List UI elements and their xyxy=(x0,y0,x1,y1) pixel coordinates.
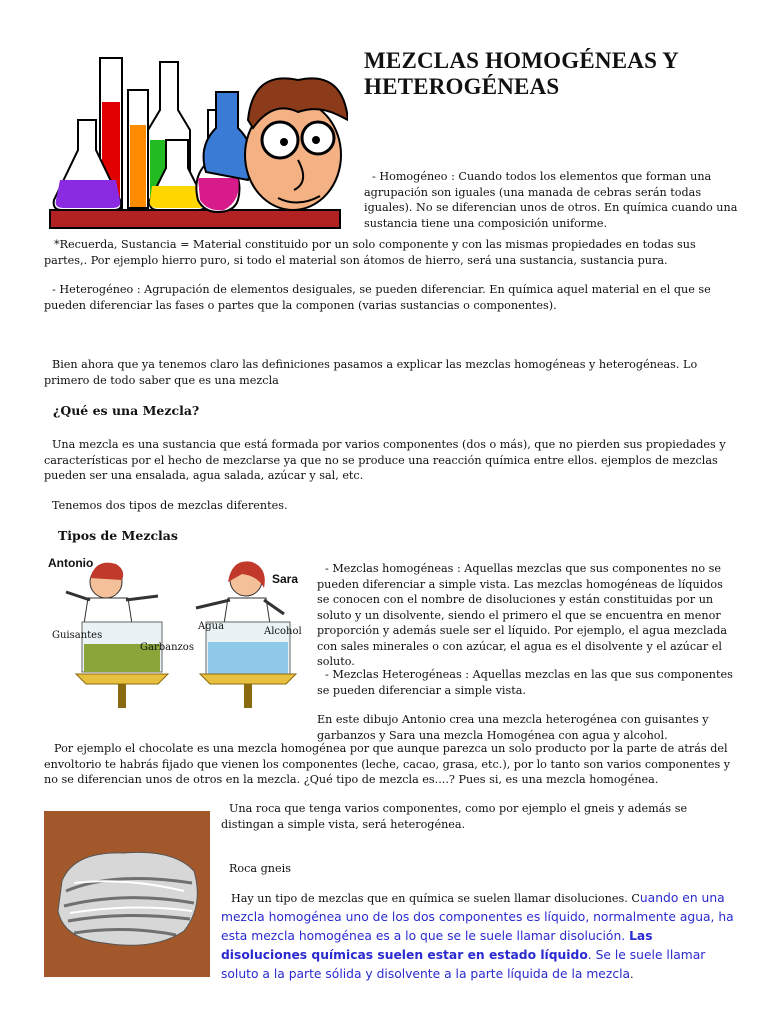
gneiss-rock-photo xyxy=(44,811,210,977)
chocolate-paragraph: Por ejemplo el chocolate es una mezcla homogénea por que aunque parezca un solo producto por la parte de atrás del envoltorio te habrás fijado que vienen los componentes (leche, cacao, grasa, etc.), por lo tanto son varios componentes y no se diferencian unos de otros en la mezcla. ¿Qué tipo de mezcla es....? Pues si, es una mezcla homogénea. xyxy=(44,742,731,786)
label-antonio: Antonio xyxy=(48,556,94,570)
disol-lead: Hay un tipo de mezclas que en química se suelen llamar disoluciones. C xyxy=(231,892,640,905)
chemistry-illustration xyxy=(48,50,348,232)
recuerda-note: *Recuerda, Sustancia = Material constituido por un solo componente y con las mismas propiedades en todas sus partes,. Por ejemplo hierro puro, si todo el material son átomos de hierro, será una sustancia, sustancia pura. xyxy=(44,238,696,267)
label-guisantes: Guisantes xyxy=(52,630,103,641)
roca-text: Una roca que tenga varios componentes, como por ejemplo el gneis y además se distingan a simple vista, será heterogénea. xyxy=(221,802,688,831)
mezclas-heterogeneas-text: - Mezclas Heterogéneas : Aquellas mezclas en las que sus componentes se pueden diferenciar a simple vista. xyxy=(317,668,733,697)
dos-tipos-text: Tenemos dos tipos de mezclas diferentes. xyxy=(52,499,288,512)
label-agua: Agua xyxy=(198,621,225,632)
page-title: MEZCLAS HOMOGÉNEAS Y HETEROGÉNEAS xyxy=(364,48,679,99)
roca-caption: Roca gneis xyxy=(229,862,291,875)
label-sara: Sara xyxy=(272,572,299,586)
intro-paragraph: Bien ahora que ya tenemos claro las definiciones pasamos a explicar las mezclas homogéneas y heterogéneas. Lo primero de todo saber que es una mezcla xyxy=(44,358,698,387)
que-es-heading: ¿Qué es una Mezcla? xyxy=(53,403,200,418)
tipos-heading: Tipos de Mezclas xyxy=(58,528,178,543)
disol-blue-2: . Se le suele llamar soluto a la parte sólida y disolvente a la parte líquida de la mezcla xyxy=(221,948,706,981)
disol-bold: Las disoluciones químicas suelen estar en estado líquido xyxy=(221,929,653,962)
label-garbanzos: Garbanzos xyxy=(140,642,194,653)
homogeneo-definition: - Homogéneo : Cuando todos los elementos que forman una agrupación son iguales (una manada de cebras serán todas iguales). No se diferencian unos de otros. En química cuando una sustancia tiene una composición uniforme. xyxy=(364,170,738,230)
mezcla-definition: Una mezcla es una sustancia que está formada por varios componentes (dos o más), que no pierden sus propiedades y características por el hecho de mezclarse ya que no se produce una reacción química entre ellos. ejemplos de mezclas pueden ser una ensalada, agua salada, azúcar y sal, etc. xyxy=(44,438,726,482)
dibujo-text: En este dibujo Antonio crea una mezcla heterogénea con guisantes y garbanzos y Sara una mezcla Homogénea con agua y alcohol. xyxy=(317,713,709,742)
mezclas-homogeneas-text: - Mezclas homogéneas : Aquellas mezclas que sus componentes no se pueden diferenciar a simple vista. Las mezclas homogéneas de líquidos se conocen con el nombre de disoluciones y están constituidas por un soluto y un disolvente, siendo el primero el que se encuentra en menor proporción y además suele ser el líquido. Por ejemplo, el agua mezclada con sales minerales o con azúcar, el agua es el disolvente y el azúcar el soluto. xyxy=(317,562,728,668)
disol-end: . xyxy=(630,968,634,981)
disoluciones-paragraph xyxy=(221,889,739,984)
label-alcohol: Alcohol xyxy=(264,626,302,637)
heterogeneo-definition: - Heterogéneo : Agrupación de elementos desiguales, se pueden diferenciar. En química aquel material en el que se pueden diferenciar las fases o partes que la componen (varias sustancias o componentes). xyxy=(44,283,711,312)
disol-blue-1: uando en una mezcla homogénea uno de los dos componentes es líquido, normalmente agua, ha esta mezcla homogénea es a lo que se le suele llamar disolución. xyxy=(221,891,734,943)
